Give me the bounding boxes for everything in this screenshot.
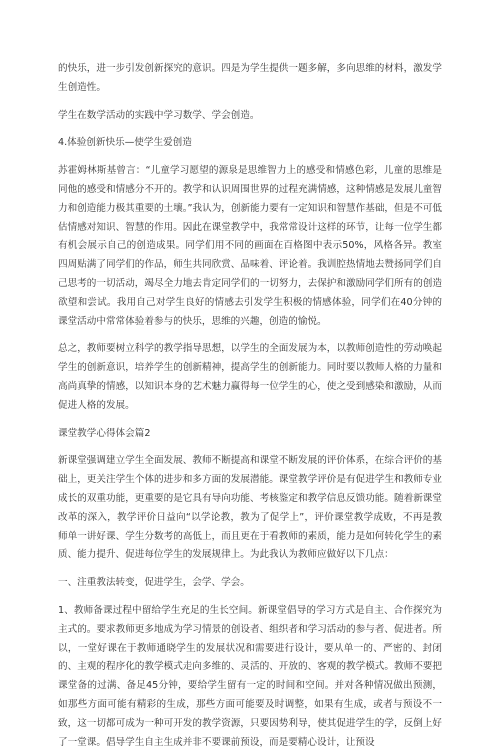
paragraph-evaluation: 新课堂强调建立学生全面发展、教师不断提高和课堂不断发展的评价体系，在综合评价的基础上，更关注学生个体的进步和多方面的发展潜能。课堂教学评价是有促进学生和教师专业成长的双重功能，更重要的是它具有导向功能、考核鉴定和教学信息反馈功能。随着新课堂改革的深入，教学评价日益向“以学论教，教为了促学上”，评价课堂教学成败，不再是教师单一讲好课、学生分数考的高低上，而且更在于看教师的素质，能力是如何转化学生的素质、能力提升、促进每位学生的发展规律上。为此我认为教师应做好以下几点： [58,455,442,561]
paragraph-sukhomlinsky: 苏霍姆林斯基曾言：“儿童学习愿望的源泉是思维智力上的感受和情感色彩，儿童的思维是同他的感受和情感分不开的。教学和认识周围世界的过程充满情感，这种情感是发展儿童智力和创造能力极其重要的土壤。”我认为，创新能力要有一定知识和智慧作基础，但是不可低估情感对知识、智慧的作用。因此在课堂教学中，我常常设计这样的环节，让每一位学生都有机会展示自己的创造成果。同学们用不同的画面在百格图中表示50%，风格各异。教室四周贴满了同学们的作品，师生共同欣赏、品味着、评论着。我训腔热情地去赞扬同学们自己思考的一切活动，竭尽全力地去肯定同学们的一切努力，去保护和激励同学们所有的创造欲望和尝试。我用自己对学生良好的情感去引发学生积极的情感体验，同学们在40分钟的课堂活动中常常体验着参与的快乐，思维的兴趣，创造的愉悦。 [58,165,442,327]
paragraph-summary: 总之，教师要树立科学的教学指导思想，以学生的全面发展为本，以教师创造性的劳动唤起学生的创新意识，培养学生的创新精神，提高学生的创新能力。同时要以教师人格的力量和高尚真挚的情感，以知识本身的艺术魅力赢得每一位学生的心，使之受到感染和激励，从而促进人格的发展。 [58,343,442,411]
paragraph-continuation: 的快乐，进一步引发创新探究的意识。四是为学生提供一题多解，多向思维的材料，激发学生创造性。 [58,63,442,93]
paragraph-learn-create: 学生在数学活动的实践中学习数学、学会创造。 [58,109,260,121]
section-heading-teaching-methods: 一、注重教法转变，促进学生，会学、学会。 [58,577,250,589]
article-title-part2: 课堂教学心得体会篇2 [58,427,151,439]
section-heading-experience: 4.体验创新快乐—使学生爱创造 [58,137,192,149]
paragraph-lesson-prep: 1、教师备课过程中留给学生充足的生长空间。新课堂倡导的学习方式是自主、合作探究为主式的。要求教师更多地成为学习情景的创设者、组织者和学习活动的参与者、促进者。所以，一堂好课在于教师通晓学生的发展状况和需要进行设计，要从单一的、严密的、封闭的、主观的程序化的教学模式走向多维的、灵活的、开放的、客观的教学模式。教师不要把课堂备的过满、备足45分钟，要给学生留有一定的时间和空间。并对各种情况做出预测，如那些方面可能有精彩的生成，那些方面可能要及时调整，如果有生成，或者与预设不一致，这一切都可成为一种可开发的教学资源，只要因势利导，使其促进学生的学，反倒上好了一堂课。倡导学生自主生成并非不要课前预设，而是要精心设计，让预设 [58,604,442,748]
